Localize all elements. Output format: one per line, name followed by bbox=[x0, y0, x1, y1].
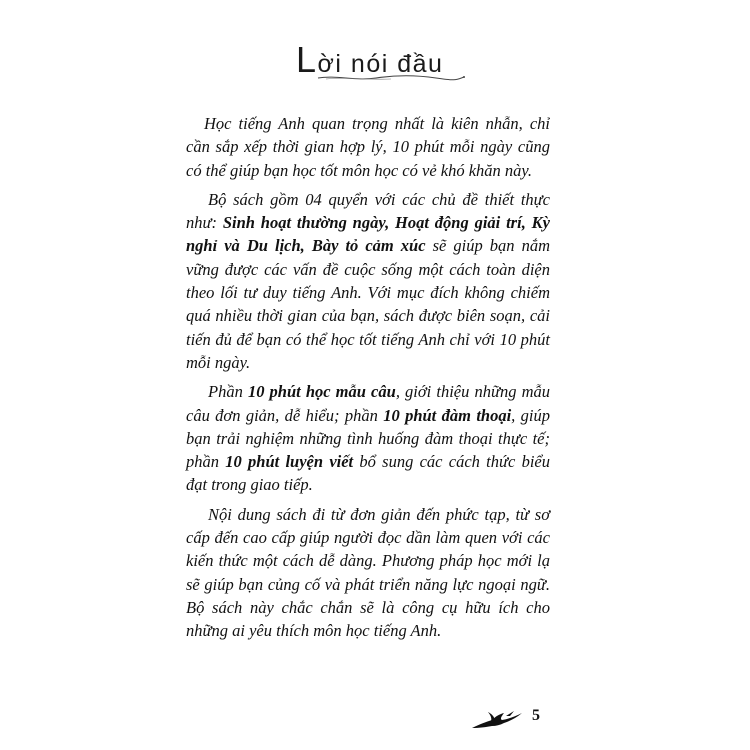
bold-text: Sinh hoạt thường ngày, Hoạt động giải trí, Kỳ nghỉ và Du lịch, Bày tỏ cảm xúc bbox=[186, 213, 550, 256]
page-footer bbox=[470, 706, 560, 734]
paragraph-text: Nội dung sách đi từ đơn giản đến phức tạp, từ sơ cấp đến cao cấp giúp người đọc dần làm quen với các kiến thức một cách dễ dàng. Phương pháp học mới lạ sẽ giúp bạn củng cố và phát triển năng lực ngoại ngữ. Bộ sách này chắc chắn sẽ là công cụ hữu ích cho những ai yêu thích môn học tiếng Anh. bbox=[186, 504, 550, 641]
bold-text: 10 phút đàm thoại bbox=[383, 405, 512, 425]
paragraph bbox=[186, 503, 550, 643]
paragraph-text: , giới thiệu những mẫu câu đơn giản, dễ hiểu; phần bbox=[186, 382, 550, 425]
bold-text: 10 phút luyện viết bbox=[225, 452, 354, 472]
paragraph-text: Bộ sách gồm 04 quyển với các chủ đề thiết thực như: bbox=[186, 189, 550, 233]
paragraph-text: sẽ giúp bạn nắm vững được các vấn đề cuộc sống một cách toàn diện theo lối tư duy tiếng Anh. Với mục đích không chiếm quá nhiều thời gian của bạn, sách được biên soạn, cải tiến đủ để bạn có thể học tốt tiếng Anh chỉ với 10 phút mỗi ngày. bbox=[186, 236, 551, 372]
paragraph-text: Học tiếng Anh quan trọng nhất là kiên nhẫn, chỉ cần sắp xếp thời gian hợp lý, 10 phút mỗi ngày cũng có thể giúp bạn học tốt môn học có vẻ khó khăn này. bbox=[186, 114, 550, 180]
paragraph bbox=[186, 188, 550, 374]
preface-body bbox=[186, 112, 550, 643]
paragraph bbox=[186, 380, 550, 496]
page-number: 5 bbox=[532, 707, 540, 724]
swallow-ornament-icon bbox=[470, 708, 526, 732]
paragraph bbox=[186, 112, 550, 182]
title-first-letter: L bbox=[296, 39, 318, 80]
bold-text: 10 phút học mẫu câu bbox=[247, 382, 396, 402]
page-title bbox=[296, 40, 466, 84]
flourish-icon bbox=[316, 74, 466, 82]
paragraph-text: Phần bbox=[208, 382, 248, 402]
paragraph-text: bổ sung các cách thức biểu đạt trong giao tiếp. bbox=[186, 452, 550, 495]
title-rest: ời nói đầu bbox=[317, 50, 444, 78]
paragraph-text: , giúp bạn trải nghiệm những tình huống đàm thoại thực tế; phần bbox=[186, 405, 550, 472]
